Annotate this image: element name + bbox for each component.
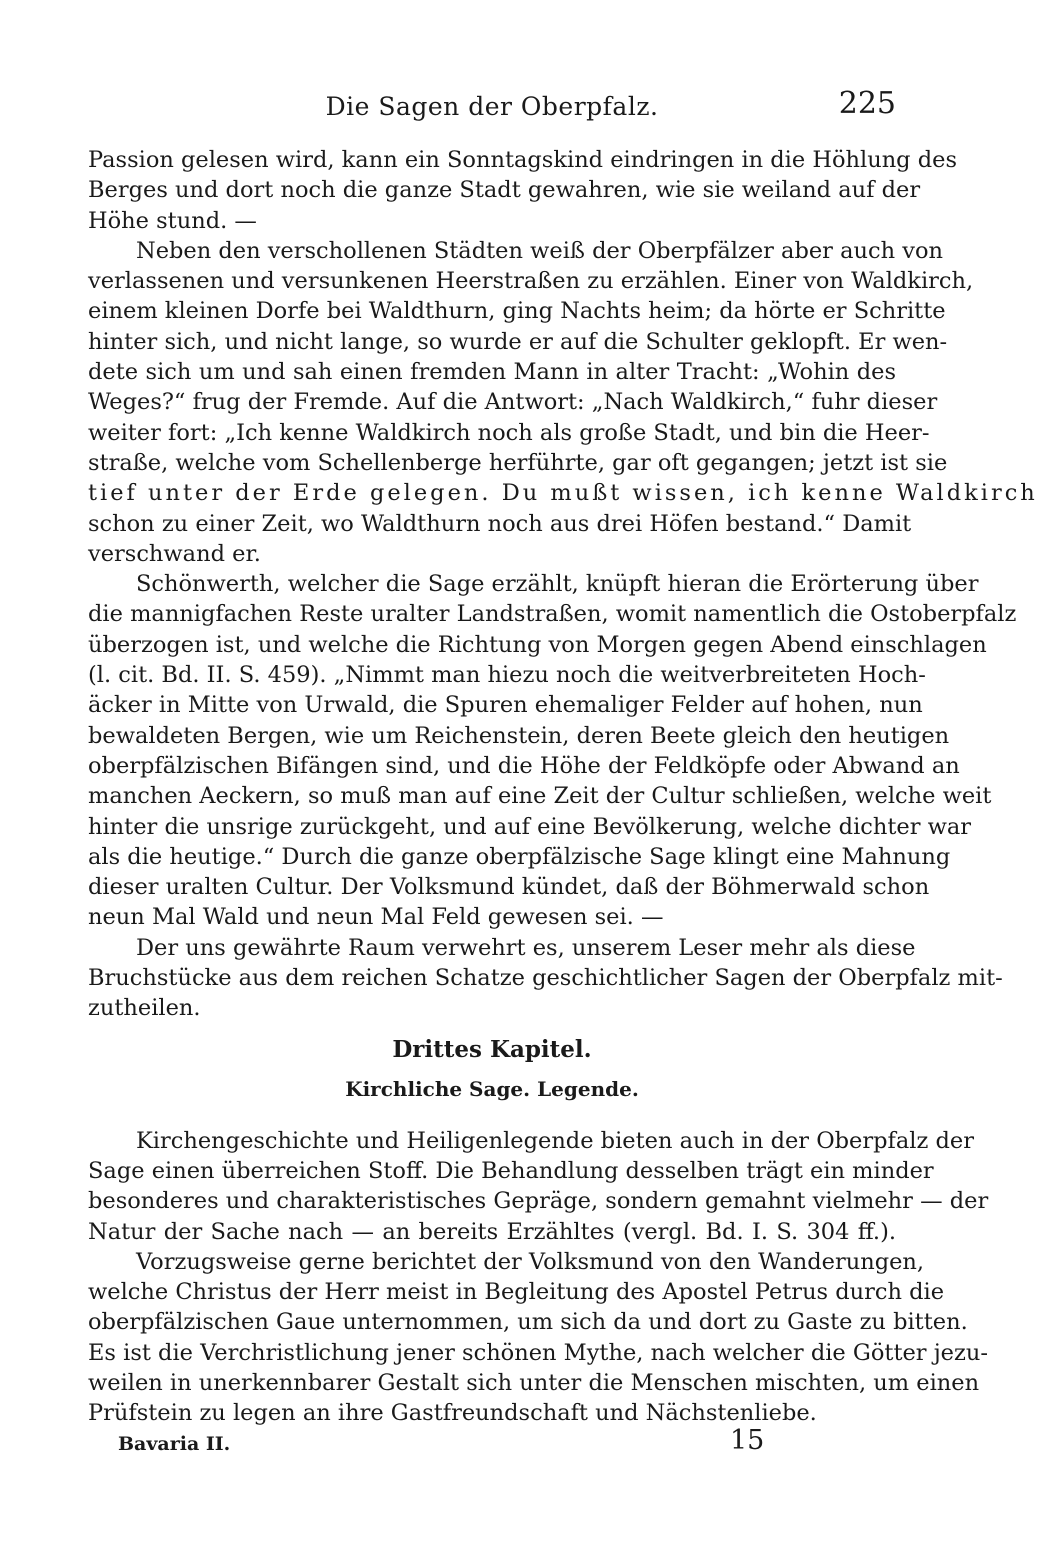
text-line: besonderes und charakteristisches Gepräge, sondern gemahnt vielmehr — der xyxy=(88,1188,989,1215)
section-heading: Kirchliche Sage. Legende. xyxy=(345,1076,639,1101)
text-line: Passion gelesen wird, kann ein Sonntagskind eindringen in die Höhlung des xyxy=(88,147,958,173)
sheet-signature: Bavaria II. xyxy=(118,1433,231,1455)
paragraph-2 xyxy=(88,236,1038,569)
text-line: oberpfälzischen Gaue unternommen, um sich da und dort zu Gaste zu bitten. xyxy=(88,1309,968,1336)
text-line: Prüfstein zu legen an ihre Gastfreundschaft und Nächstenliebe. xyxy=(88,1400,817,1427)
paragraph-3 xyxy=(88,569,1017,933)
text-line: Weges?“ frug der Fremde. Auf die Antwort: „Nach Waldkirch,“ fuhr dieser xyxy=(88,389,938,416)
paragraph-5 xyxy=(88,1126,989,1247)
text-line: Natur der Sache nach — an bereits Erzähltes (vergl. Bd. I. S. 304 ff.). xyxy=(88,1218,896,1245)
text-line: manchen Aeckern, so muß man auf eine Zeit der Cultur schließen, welche weit xyxy=(88,783,992,810)
text-line: bewaldeten Bergen, wie um Reichenstein, deren Beete gleich den heutigen xyxy=(88,722,950,749)
text-line: dete sich um und sah einen fremden Mann in alter Tracht: „Wohin des xyxy=(88,359,896,386)
text-line: Der uns gewährte Raum verwehrt es, unserem Leser mehr als diese xyxy=(136,934,916,961)
page-number: 225 xyxy=(838,86,896,121)
paragraph-1 xyxy=(88,145,958,236)
page-footer xyxy=(118,1425,778,1459)
text-line: oberpfälzischen Bifängen sind, und die Höhe der Feldköpfe oder Abwand an xyxy=(88,752,960,779)
text-line: Sage einen überreichen Stoff. Die Behandlung desselben trägt ein minder xyxy=(88,1157,934,1184)
page-header xyxy=(88,86,896,126)
text-line: zutheilen. xyxy=(88,995,201,1022)
text-line: hinter sich, und nicht lange, so wurde er auf die Schulter geklopft. Er wen- xyxy=(88,328,948,355)
text-line: (l. cit. Bd. II. S. 459). „Nimmt man hiezu noch die weitverbreiteten Hoch- xyxy=(88,662,926,689)
text-line: verlassenen und versunkenen Heerstraßen zu erzählen. Einer von Waldkirch, xyxy=(88,268,974,295)
text-line: einem kleinen Dorfe bei Waldthurn, ging Nachts heim; da hörte er Schritte xyxy=(88,298,946,325)
running-title: Die Sagen der Oberpfalz. xyxy=(325,92,659,121)
paragraph-4 xyxy=(88,933,1003,1024)
text-line: Berges und dort noch die ganze Stadt gewahren, wie sie weiland auf der xyxy=(88,177,921,204)
text-line: die mannigfachen Reste uralter Landstraßen, womit namentlich die Ostoberpfalz xyxy=(88,601,1017,628)
text-line: schon zu einer Zeit, wo Waldthurn noch aus drei Höfen bestand.“ Damit xyxy=(88,510,912,537)
text-line: Vorzugsweise gerne berichtet der Volksmund von den Wanderungen, xyxy=(136,1248,925,1275)
text-line: Höhe stund. — xyxy=(88,207,257,234)
paragraph-6 xyxy=(88,1247,988,1429)
text-line: als die heutige.“ Durch die ganze oberpfälzische Sage klingt eine Mahnung xyxy=(88,843,951,870)
text-line: verschwand er. xyxy=(88,540,261,567)
text-line: überzogen ist, und welche die Richtung von Morgen gegen Abend einschlagen xyxy=(88,631,987,658)
text-line: tief unter der Erde gelegen. Du mußt wissen, ich kenne Waldkirch xyxy=(88,480,1038,507)
chapter-heading: Drittes Kapitel. xyxy=(392,1035,592,1063)
text-line: Bruchstücke aus dem reichen Schatze geschichtlicher Sagen der Oberpfalz mit- xyxy=(88,965,1003,992)
text-line: weiter fort: „Ich kenne Waldkirch noch als große Stadt, und bin die Heer- xyxy=(88,419,930,446)
text-line: dieser uralten Cultur. Der Volksmund kündet, daß der Böhmerwald schon xyxy=(88,874,930,901)
text-line: welche Christus der Herr meist in Begleitung des Apostel Petrus durch die xyxy=(88,1279,945,1306)
text-line: neun Mal Wald und neun Mal Feld gewesen sei. — xyxy=(88,904,664,931)
text-line: hinter die unsrige zurückgeht, und auf eine Bevölkerung, welche dichter war xyxy=(88,813,972,840)
text-line: Es ist die Verchristlichung jener schönen Mythe, nach welcher die Götter jezu- xyxy=(88,1339,988,1366)
text-line: Schönwerth, welcher die Sage erzählt, knüpft hieran die Erörterung über xyxy=(136,571,979,598)
text-line: weilen in unerkennbarer Gestalt sich unter die Menschen mischten, um einen xyxy=(88,1369,980,1396)
text-line: äcker in Mitte von Urwald, die Spuren ehemaliger Felder auf hohen, nun xyxy=(88,692,923,719)
text-line: Neben den verschollenen Städten weiß der Oberpfälzer aber auch von xyxy=(136,237,943,264)
sheet-number: 15 xyxy=(730,1425,765,1456)
text-line: straße, welche vom Schellenberge herführte, gar oft gegangen; jetzt ist sie xyxy=(88,449,948,476)
body-text xyxy=(88,145,1038,1429)
text-line: Kirchengeschichte und Heiligenlegende bieten auch in der Oberpfalz der xyxy=(136,1127,974,1154)
